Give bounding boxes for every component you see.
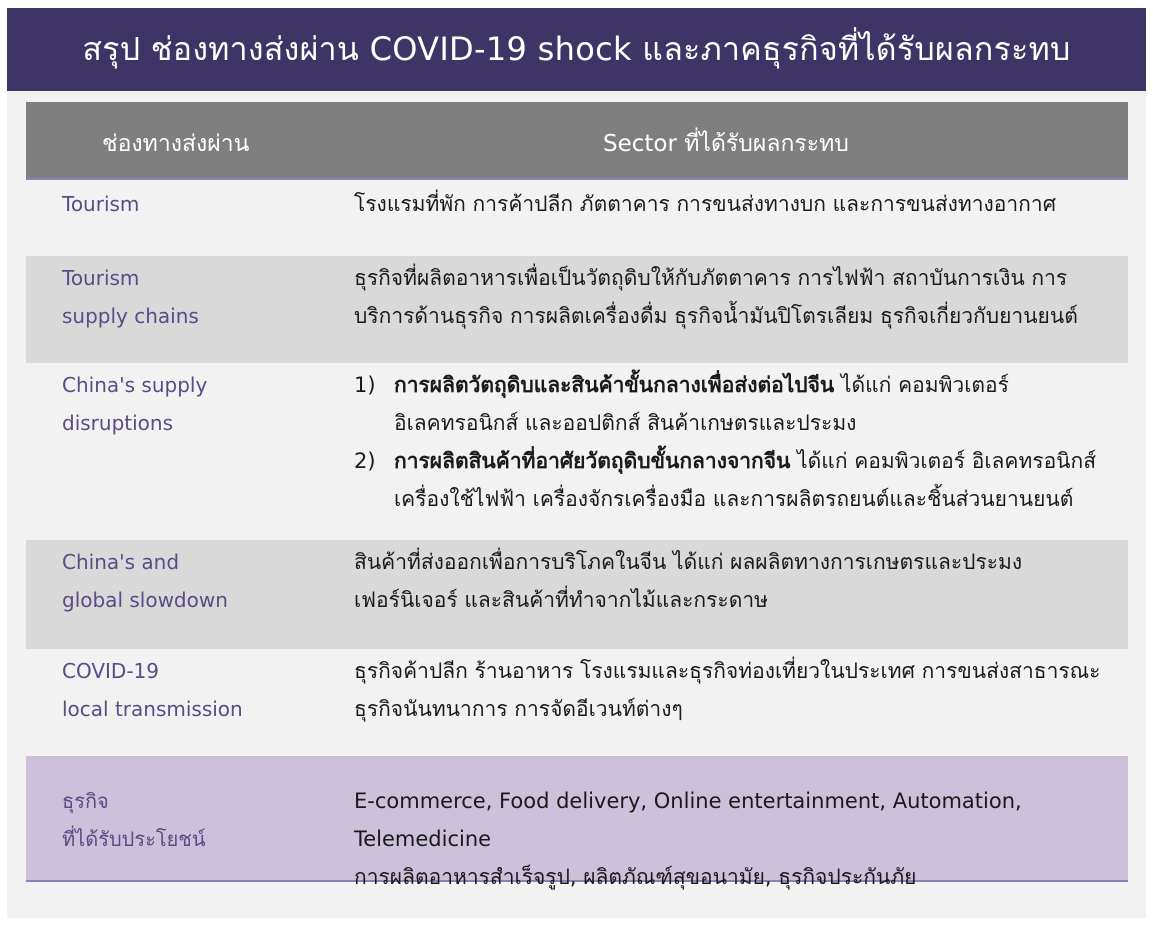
header-channel: ช่องทางส่งผ่าน bbox=[102, 131, 250, 157]
sector-cell bbox=[354, 652, 1114, 728]
channel-label: Tourism bbox=[62, 192, 140, 216]
list-item-bold: การผลิตวัตถุดิบและสินค้าขั้นกลางเพื่อส่งต่อไปจีน bbox=[394, 373, 835, 397]
sector-line: ธุรกิจนันทนาการ การจัดอีเวนท์ต่างๆ bbox=[354, 697, 683, 721]
list-number: 2) bbox=[354, 449, 376, 473]
channel-cell bbox=[62, 366, 207, 442]
channel-label: ธุรกิจ bbox=[62, 789, 109, 813]
slide-title bbox=[7, 8, 1146, 91]
sector-line: ธุรกิจค้าปลีก ร้านอาหาร โรงแรมและธุรกิจท่องเที่ยวในประเทศ การขนส่งสาธารณะ bbox=[354, 659, 1101, 683]
list-item bbox=[354, 366, 1114, 442]
channel-label: China's and bbox=[62, 550, 180, 574]
sector-line: สินค้าที่ส่งออกเพื่อการบริโภคในจีน ได้แก่ ผลผลิตทางการเกษตรและประมง bbox=[354, 550, 1023, 574]
sector-line: E-commerce, Food delivery, Online entertainment, Automation, Telemedicine bbox=[354, 789, 1022, 851]
sector-line: เฟอร์นิเจอร์ และสินค้าที่ทำจากไม้และกระดาษ bbox=[354, 588, 768, 612]
list-number: 1) bbox=[354, 373, 376, 397]
sector-cell bbox=[354, 543, 1114, 619]
list-item-text: ได้แก่ คอมพิวเตอร์ อิเลคทรอนิกส์ bbox=[790, 449, 1097, 473]
table-row bbox=[26, 256, 1128, 363]
channel-cell bbox=[62, 652, 243, 728]
channel-cell bbox=[62, 259, 199, 335]
table-row-benefit bbox=[26, 756, 1128, 889]
sector-line: การผลิตอาหารสำเร็จรูป, ผลิตภัณฑ์สุขอนามัย, ธุรกิจประกันภัย bbox=[354, 865, 917, 889]
channel-label: COVID-19 bbox=[62, 659, 160, 683]
channel-label: ที่ได้รับประโยชน์ bbox=[62, 827, 206, 851]
channel-label: global slowdown bbox=[62, 588, 228, 612]
table-header bbox=[26, 102, 1128, 180]
sector-cell bbox=[354, 185, 1114, 223]
sector-line: ธุรกิจที่ผลิตอาหารเพื่อเป็นวัตถุดิบให้กับภัตตาคาร การไฟฟ้า สถาบันการเงิน การ bbox=[354, 266, 1068, 290]
channel-cell bbox=[62, 185, 139, 223]
slide-title-text: สรุป ช่องทางส่งผ่าน COVID-19 shock และภาคธุรกิจที่ได้รับผลกระทบ bbox=[82, 30, 1071, 68]
slide bbox=[7, 8, 1146, 918]
channel-label: China's supply bbox=[62, 373, 208, 397]
sector-cell bbox=[354, 259, 1114, 335]
list-item bbox=[354, 442, 1114, 518]
channel-label: Tourism bbox=[62, 266, 140, 290]
summary-table bbox=[26, 102, 1128, 889]
list-item-text: อิเลคทรอนิกส์ และออปติกส์ สินค้าเกษตรและประมง bbox=[394, 411, 857, 435]
list-item-bold: การผลิตสินค้าที่อาศัยวัตถุดิบขั้นกลางจากจีน bbox=[394, 449, 791, 473]
channel-label: supply chains bbox=[62, 304, 199, 328]
sector-line: บริการด้านธุรกิจ การผลิตเครื่องดื่ม ธุรกิจน้ำมันปิโตรเลียม ธุรกิจเกี่ยวกับยานยนต์ bbox=[354, 304, 1078, 328]
list-item-text: ได้แก่ คอมพิวเตอร์ bbox=[834, 373, 1009, 397]
table-row bbox=[26, 540, 1128, 649]
sector-cell bbox=[354, 782, 1114, 896]
table-row bbox=[26, 180, 1128, 256]
header-sector: Sector ที่ได้รับผลกระทบ bbox=[603, 131, 849, 157]
table-row bbox=[26, 649, 1128, 756]
channel-cell bbox=[62, 543, 228, 619]
channel-label: disruptions bbox=[62, 411, 173, 435]
channel-label: local transmission bbox=[62, 697, 243, 721]
channel-cell bbox=[62, 782, 206, 858]
table-row bbox=[26, 363, 1128, 540]
list-item-text: เครื่องใช้ไฟฟ้า เครื่องจักรเครื่องมือ และการผลิตรถยนต์และชิ้นส่วนยานยนต์ bbox=[394, 487, 1074, 511]
sector-line: โรงแรมที่พัก การค้าปลีก ภัตตาคาร การขนส่งทางบก และการขนส่งทางอากาศ bbox=[354, 192, 1057, 216]
sector-cell bbox=[354, 366, 1114, 518]
